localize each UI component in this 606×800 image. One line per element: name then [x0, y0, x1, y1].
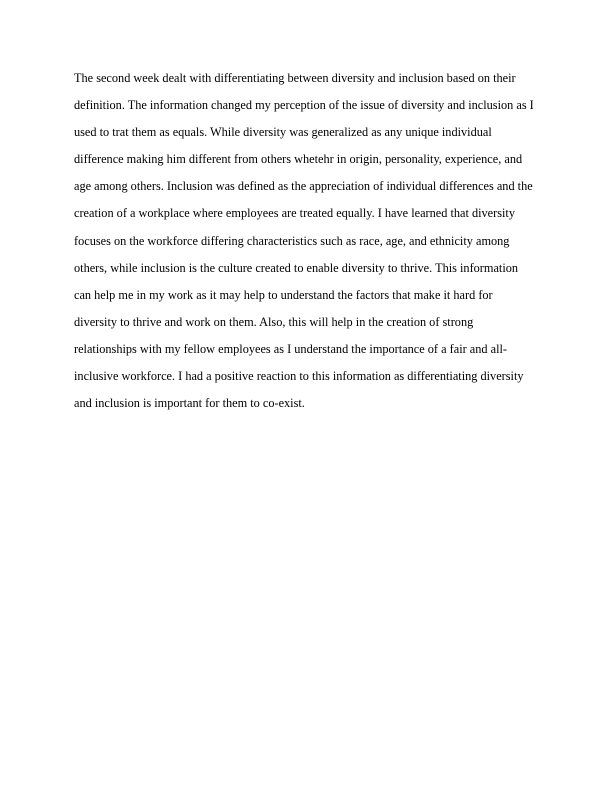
text-line: focuses on the workforce differing characteristics such as race, age, and ethnicity among — [74, 233, 510, 248]
text-line: and inclusion is important for them to co-exist. — [74, 396, 305, 411]
text-line: used to trat them as equals. While diversity was generalized as any unique individual — [74, 125, 492, 140]
text-line: definition. The information changed my perception of the issue of diversity and inclusion as I — [74, 98, 534, 113]
text-line: The second week dealt with differentiating between diversity and inclusion based on their — [74, 71, 516, 85]
text-line: creation of a workplace where employees are treated equally. I have learned that diversity — [74, 206, 515, 221]
body-paragraph — [74, 65, 544, 417]
text-line: difference making him different from others whetehr in origin, personality, experience, and — [74, 152, 523, 167]
text-line: relationships with my fellow employees as I understand the importance of a fair and all- — [74, 341, 507, 356]
text-line: others, while inclusion is the culture created to enable diversity to thrive. This information — [74, 260, 519, 275]
text-line: inclusive workforce. I had a positive reaction to this information as differentiating diversity — [74, 369, 524, 384]
text-line: age among others. Inclusion was defined as the appreciation of individual differences and the — [74, 179, 533, 194]
text-line: diversity to thrive and work on them. Also, this will help in the creation of strong — [74, 314, 474, 329]
text-line: can help me in my work as it may help to understand the factors that make it hard for — [74, 287, 493, 302]
